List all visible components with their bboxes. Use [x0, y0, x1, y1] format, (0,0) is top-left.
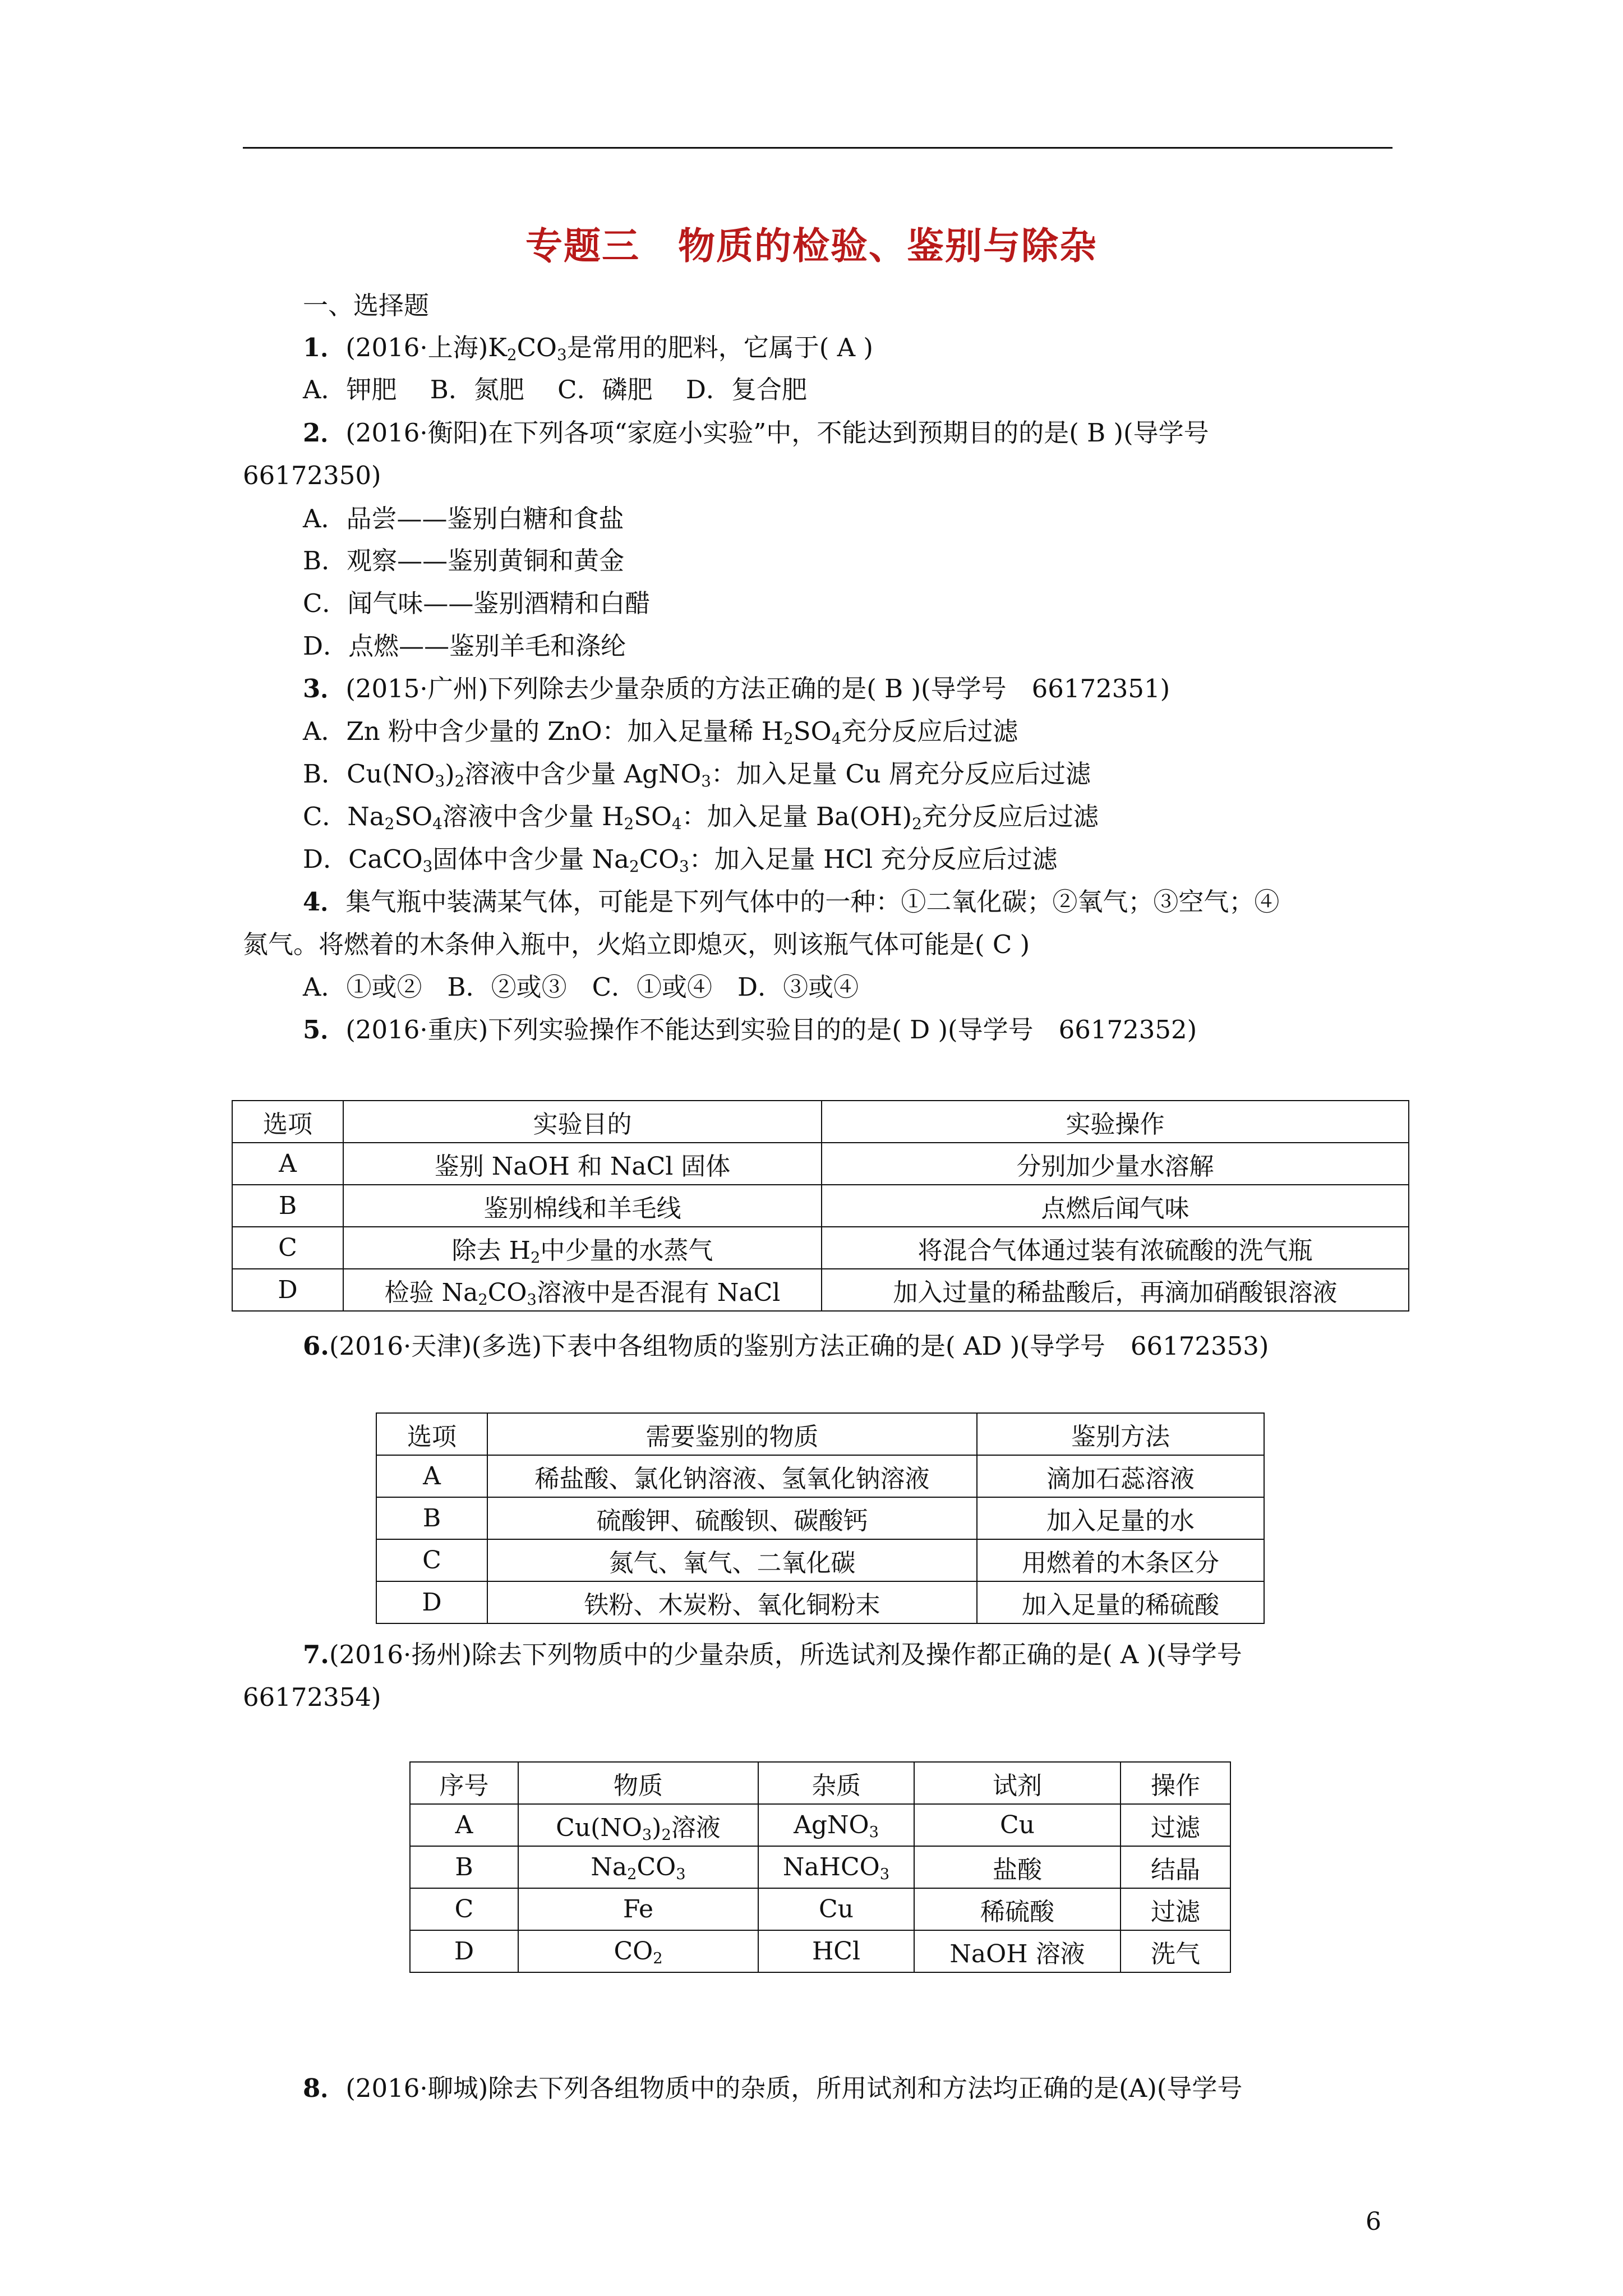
table-cell: C	[376, 1539, 487, 1581]
question-1-options: A．钾肥 B．氮肥 C．磷肥 D．复合肥	[303, 375, 807, 404]
table-header-row	[376, 1413, 1264, 1455]
question-2: 2．(2016·衡阳)在下列各项“家庭小实验”中，不能达到预期目的的是( B )(导学号	[303, 418, 1209, 448]
question-2-option-c: C．闻气味——鉴别酒精和白醋	[303, 588, 651, 618]
table-cell: 过滤	[1121, 1888, 1230, 1930]
table-cell: 将混合气体通过装有浓硫酸的洗气瓶	[822, 1227, 1409, 1269]
table-row	[410, 1846, 1230, 1888]
table-q7	[409, 1761, 1231, 1973]
table-cell: D	[410, 1930, 518, 1972]
table-cell: NaOH 溶液	[914, 1930, 1121, 1972]
table-row	[410, 1930, 1230, 1972]
question-3-option-c: C．$Na_2SO_4$溶液中含少量 $H_2SO_4$：加入足量 $Ba(OH)_2$充分反应后过滤	[303, 802, 1099, 833]
table-cell: C	[410, 1888, 518, 1930]
table-cell: 氮气、氧气、二氧化碳	[487, 1539, 977, 1581]
table-cell: Cu	[758, 1888, 914, 1930]
table-header-cell: 操作	[1121, 1762, 1230, 1804]
table-cell: D	[376, 1581, 487, 1623]
table-row	[410, 1804, 1230, 1846]
table-cell: 稀盐酸、氯化钠溶液、氢氧化钠溶液	[487, 1455, 977, 1497]
question-4: 4．集气瓶中装满某气体，可能是下列气体中的一种：①二氧化碳；②氧气；③空气；④	[303, 887, 1280, 917]
question-2-option-d: D．点燃——鉴别羊毛和涤纶	[303, 631, 626, 661]
table-header-cell: 选项	[376, 1413, 487, 1455]
table-cell: 鉴别棉线和羊毛线	[343, 1185, 822, 1227]
table-row	[376, 1539, 1264, 1581]
question-6: 6.(2016·天津)(多选)下表中各组物质的鉴别方法正确的是( AD )(导学号 66172353)	[303, 1331, 1269, 1361]
table-row	[232, 1227, 1409, 1269]
table-header-cell: 实验目的	[343, 1101, 822, 1143]
question-2-option-a: A．品尝——鉴别白糖和食盐	[303, 504, 624, 533]
table-cell: 点燃后闻气味	[822, 1185, 1409, 1227]
table-cell: D	[232, 1269, 343, 1311]
table-cell: C	[232, 1227, 343, 1269]
table-cell: 加入过量的稀盐酸后，再滴加硝酸银溶液	[822, 1269, 1409, 1311]
section-heading: 一、选择题	[303, 291, 430, 320]
table-row	[376, 1497, 1264, 1539]
table-header-cell: 实验操作	[822, 1101, 1409, 1143]
table-q6	[376, 1412, 1265, 1624]
table-cell: Fe	[518, 1888, 758, 1930]
table-cell: 盐酸	[914, 1846, 1121, 1888]
table-q5	[232, 1100, 1409, 1312]
table-cell: 硫酸钾、硫酸钡、碳酸钙	[487, 1497, 977, 1539]
table-header-row	[410, 1762, 1230, 1804]
table-row	[376, 1581, 1264, 1623]
table-header-cell: 试剂	[914, 1762, 1121, 1804]
question-7: 7.(2016·扬州)除去下列物质中的少量杂质，所选试剂及操作都正确的是( A )(导学号	[303, 1640, 1242, 1669]
page-number: 6	[1366, 2207, 1381, 2236]
table-header-cell: 杂质	[758, 1762, 914, 1804]
table-row	[232, 1185, 1409, 1227]
table-cell: AgNO$_3$	[758, 1804, 914, 1846]
table-cell: $Na_2CO_3$	[518, 1846, 758, 1888]
question-3-option-d: D．CaCO$_3$固体中含少量 $Na_2CO_3$：加入足量 HCl 充分反应后过滤	[303, 844, 1058, 876]
table-cell: HCl	[758, 1930, 914, 1972]
question-2-option-b: B．观察——鉴别黄铜和黄金	[303, 546, 625, 576]
question-4-cont: 氮气。将燃着的木条伸入瓶中，火焰立即熄灭，则该瓶气体可能是( C )	[243, 930, 1030, 959]
table-header-cell: 鉴别方法	[977, 1413, 1264, 1455]
table-cell: B	[376, 1497, 487, 1539]
table-cell: 结晶	[1121, 1846, 1230, 1888]
page-title: 专题三 物质的检验、鉴别与除杂	[525, 224, 1098, 268]
table-cell: $Cu(NO_3)_2$溶液	[518, 1804, 758, 1846]
table-header-cell: 需要鉴别的物质	[487, 1413, 977, 1455]
question-5: 5．(2016·重庆)下列实验操作不能达到实验目的的是( D )(导学号 66172352)	[303, 1015, 1197, 1045]
question-7-cont: 66172354)	[243, 1682, 381, 1712]
table-cell: 加入足量的水	[977, 1497, 1264, 1539]
question-3: 3．(2015·广州)下列除去少量杂质的方法正确的是( B )(导学号 66172351)	[303, 674, 1170, 703]
table-cell: 稀硫酸	[914, 1888, 1121, 1930]
table-cell: 加入足量的稀硫酸	[977, 1581, 1264, 1623]
table-cell: NaHCO$_3$	[758, 1846, 914, 1888]
table-header-cell: 物质	[518, 1762, 758, 1804]
table-cell: 用燃着的木条区分	[977, 1539, 1264, 1581]
table-cell: A	[410, 1804, 518, 1846]
question-3-option-b: B．$Cu(NO_3)_2$溶液中含少量 AgNO$_3$：加入足量 Cu 屑充分反应后过滤	[303, 759, 1091, 790]
table-cell: 洗气	[1121, 1930, 1230, 1972]
question-4-options: A．①或② B．②或③ C．①或④ D．③或④	[303, 972, 859, 1002]
table-header-cell: 选项	[232, 1101, 343, 1143]
table-row	[232, 1269, 1409, 1311]
table-cell: A	[232, 1143, 343, 1185]
table-row	[410, 1888, 1230, 1930]
table-cell: 除去 $H_2$中少量的水蒸气	[343, 1227, 822, 1269]
question-3-option-a: A．Zn 粉中含少量的 ZnO：加入足量稀 $H_2SO_4$充分反应后过滤	[303, 716, 1018, 748]
table-cell: 滴加石蕊溶液	[977, 1455, 1264, 1497]
table-cell: 检验 $Na_2CO_3$溶液中是否混有 NaCl	[343, 1269, 822, 1311]
question-8: 8．(2016·聊城)除去下列各组物质中的杂质，所用试剂和方法均正确的是(A)(导学号	[303, 2073, 1243, 2103]
table-header-cell: 序号	[410, 1762, 518, 1804]
table-cell: 过滤	[1121, 1804, 1230, 1846]
table-cell: B	[410, 1846, 518, 1888]
table-cell: A	[376, 1455, 487, 1497]
table-cell: B	[232, 1185, 343, 1227]
question-1: 1．(2016·上海)$K_2CO_3$是常用的肥料，它属于( A )	[303, 333, 873, 364]
table-cell: 鉴别 NaOH 和 NaCl 固体	[343, 1143, 822, 1185]
question-2-cont: 66172350)	[243, 461, 381, 490]
table-row	[376, 1455, 1264, 1497]
table-cell: 铁粉、木炭粉、氧化铜粉末	[487, 1581, 977, 1623]
header-rule	[243, 147, 1393, 149]
table-header-row	[232, 1101, 1409, 1143]
table-cell: $CO_2$	[518, 1930, 758, 1972]
table-cell: 分别加少量水溶解	[822, 1143, 1409, 1185]
table-cell: Cu	[914, 1804, 1121, 1846]
table-row	[232, 1143, 1409, 1185]
